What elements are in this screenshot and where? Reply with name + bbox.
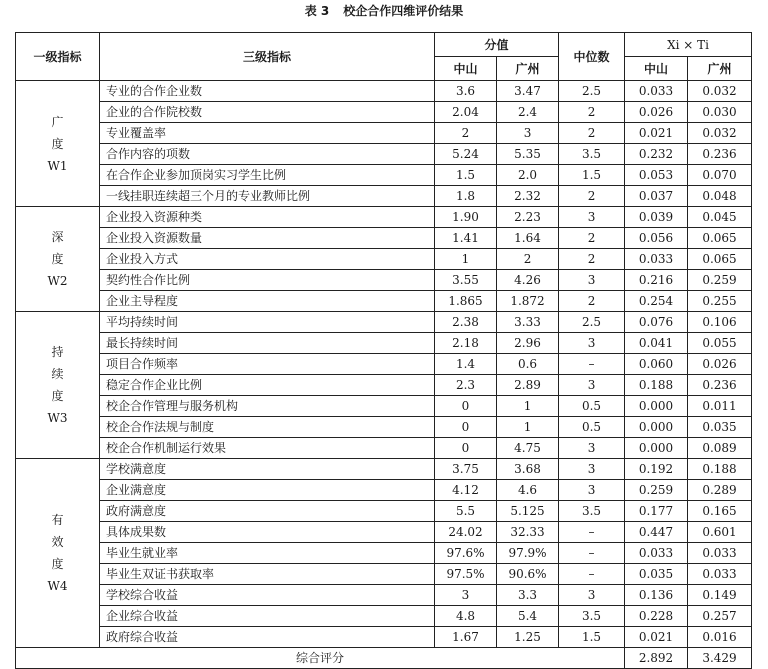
header-xiti-gz: 广州 [688, 57, 752, 81]
header-row-1 [16, 33, 752, 57]
table-row [16, 207, 752, 228]
xiti-zs-cell: 0.216 [625, 270, 688, 291]
score-zs-cell: 5.24 [435, 144, 497, 165]
xiti-zs-cell: 0.228 [625, 606, 688, 627]
table-row [16, 186, 752, 207]
median-cell: – [559, 354, 625, 375]
score-zs-cell: 4.8 [435, 606, 497, 627]
median-cell: 0.5 [559, 417, 625, 438]
indicator-cell: 专业覆盖率 [100, 123, 435, 144]
xiti-gz-cell: 0.032 [688, 123, 752, 144]
table-row [16, 270, 752, 291]
score-zs-cell: 1.4 [435, 354, 497, 375]
xiti-gz-cell: 0.026 [688, 354, 752, 375]
xiti-zs-cell: 0.076 [625, 312, 688, 333]
summary-gz: 3.429 [688, 648, 752, 669]
score-zs-cell: 97.5% [435, 564, 497, 585]
score-zs-cell: 4.12 [435, 480, 497, 501]
xiti-zs-cell: 0.033 [625, 249, 688, 270]
score-zs-cell: 1.41 [435, 228, 497, 249]
indicator-cell: 毕业生双证书获取率 [100, 564, 435, 585]
score-zs-cell: 1.90 [435, 207, 497, 228]
table-row [16, 417, 752, 438]
header-xiti-zs: 中山 [625, 57, 688, 81]
table-row [16, 102, 752, 123]
score-gz-cell: 3.3 [497, 585, 559, 606]
indicator-cell: 校企合作机制运行效果 [100, 438, 435, 459]
indicator-cell: 企业投入资源种类 [100, 207, 435, 228]
score-gz-cell: 4.6 [497, 480, 559, 501]
xiti-gz-cell: 0.259 [688, 270, 752, 291]
score-zs-cell: 2.3 [435, 375, 497, 396]
xiti-zs-cell: 0.177 [625, 501, 688, 522]
indicator-cell: 项目合作频率 [100, 354, 435, 375]
table-body [16, 81, 752, 648]
xiti-gz-cell: 0.016 [688, 627, 752, 648]
table-row [16, 81, 752, 102]
score-zs-cell: 0 [435, 438, 497, 459]
indicator-cell: 学校综合收益 [100, 585, 435, 606]
xiti-gz-cell: 0.033 [688, 564, 752, 585]
xiti-gz-cell: 0.065 [688, 249, 752, 270]
category-cell: 持 续 度 W3 [16, 312, 100, 459]
xiti-zs-cell: 0.000 [625, 396, 688, 417]
median-cell: 2.5 [559, 312, 625, 333]
xiti-zs-cell: 0.039 [625, 207, 688, 228]
xiti-gz-cell: 0.089 [688, 438, 752, 459]
score-gz-cell: 32.33 [497, 522, 559, 543]
xiti-gz-cell: 0.106 [688, 312, 752, 333]
xiti-gz-cell: 0.033 [688, 543, 752, 564]
table-row [16, 354, 752, 375]
score-gz-cell: 2.89 [497, 375, 559, 396]
median-cell: 3.5 [559, 606, 625, 627]
xiti-zs-cell: 0.035 [625, 564, 688, 585]
category-cell: 有 效 度 W4 [16, 459, 100, 648]
indicator-cell: 在合作企业参加顶岗实习学生比例 [100, 165, 435, 186]
score-gz-cell: 1.25 [497, 627, 559, 648]
indicator-cell: 一线挂职连续超三个月的专业教师比例 [100, 186, 435, 207]
table-row [16, 312, 752, 333]
xiti-gz-cell: 0.236 [688, 144, 752, 165]
header-xiti: Xi × Ti [625, 33, 752, 57]
median-cell: 1.5 [559, 165, 625, 186]
table-caption [0, 2, 768, 19]
table-title: 校企合作四维评价结果 [343, 4, 464, 18]
table-number: 表 3 [304, 4, 330, 18]
summary-row [16, 648, 752, 669]
table-row [16, 291, 752, 312]
indicator-cell: 具体成果数 [100, 522, 435, 543]
indicator-cell: 毕业生就业率 [100, 543, 435, 564]
indicator-cell: 企业满意度 [100, 480, 435, 501]
median-cell: 0.5 [559, 396, 625, 417]
median-cell: 2 [559, 102, 625, 123]
header-score-gz: 广州 [497, 57, 559, 81]
median-cell: 2 [559, 291, 625, 312]
score-zs-cell: 1.5 [435, 165, 497, 186]
score-gz-cell: 90.6% [497, 564, 559, 585]
median-cell: 3.5 [559, 144, 625, 165]
score-gz-cell: 97.9% [497, 543, 559, 564]
table-row [16, 396, 752, 417]
median-cell: 2 [559, 249, 625, 270]
score-zs-cell: 5.5 [435, 501, 497, 522]
score-zs-cell: 3.55 [435, 270, 497, 291]
score-gz-cell: 3.68 [497, 459, 559, 480]
median-cell: 2.5 [559, 81, 625, 102]
xiti-zs-cell: 0.000 [625, 417, 688, 438]
score-gz-cell: 1.64 [497, 228, 559, 249]
table-row [16, 459, 752, 480]
header-median: 中位数 [559, 33, 625, 81]
xiti-zs-cell: 0.447 [625, 522, 688, 543]
indicator-cell: 契约性合作比例 [100, 270, 435, 291]
median-cell: 3 [559, 459, 625, 480]
median-cell: 2 [559, 186, 625, 207]
score-zs-cell: 2.38 [435, 312, 497, 333]
table-row [16, 564, 752, 585]
table-row [16, 333, 752, 354]
indicator-cell: 平均持续时间 [100, 312, 435, 333]
xiti-zs-cell: 0.021 [625, 627, 688, 648]
indicator-cell: 企业的合作院校数 [100, 102, 435, 123]
indicator-cell: 校企合作法规与制度 [100, 417, 435, 438]
indicator-cell: 政府满意度 [100, 501, 435, 522]
xiti-zs-cell: 0.136 [625, 585, 688, 606]
header-score: 分值 [435, 33, 559, 57]
xiti-gz-cell: 0.601 [688, 522, 752, 543]
xiti-gz-cell: 0.188 [688, 459, 752, 480]
xiti-zs-cell: 0.037 [625, 186, 688, 207]
xiti-gz-cell: 0.048 [688, 186, 752, 207]
xiti-gz-cell: 0.257 [688, 606, 752, 627]
summary-zs: 2.892 [625, 648, 688, 669]
table-row [16, 501, 752, 522]
score-zs-cell: 3.75 [435, 459, 497, 480]
score-gz-cell: 5.4 [497, 606, 559, 627]
xiti-zs-cell: 0.056 [625, 228, 688, 249]
score-zs-cell: 2.18 [435, 333, 497, 354]
xiti-zs-cell: 0.041 [625, 333, 688, 354]
table-row [16, 606, 752, 627]
xiti-zs-cell: 0.060 [625, 354, 688, 375]
xiti-gz-cell: 0.045 [688, 207, 752, 228]
score-gz-cell: 1.872 [497, 291, 559, 312]
score-zs-cell: 0 [435, 396, 497, 417]
indicator-cell: 校企合作管理与服务机构 [100, 396, 435, 417]
table-row [16, 522, 752, 543]
median-cell: 3 [559, 270, 625, 291]
score-gz-cell: 2.32 [497, 186, 559, 207]
xiti-gz-cell: 0.055 [688, 333, 752, 354]
median-cell: 1.5 [559, 627, 625, 648]
xiti-gz-cell: 0.289 [688, 480, 752, 501]
table-row [16, 480, 752, 501]
score-zs-cell: 1.8 [435, 186, 497, 207]
median-cell: 3 [559, 480, 625, 501]
header-level3: 三级指标 [100, 33, 435, 81]
indicator-cell: 合作内容的项数 [100, 144, 435, 165]
xiti-gz-cell: 0.035 [688, 417, 752, 438]
score-gz-cell: 5.35 [497, 144, 559, 165]
score-gz-cell: 2.4 [497, 102, 559, 123]
table-row [16, 375, 752, 396]
xiti-gz-cell: 0.065 [688, 228, 752, 249]
summary-label: 综合评分 [16, 648, 625, 669]
header-level1: 一级指标 [16, 33, 100, 81]
score-gz-cell: 2.0 [497, 165, 559, 186]
xiti-zs-cell: 0.188 [625, 375, 688, 396]
evaluation-table [15, 32, 752, 669]
xiti-zs-cell: 0.053 [625, 165, 688, 186]
table-row [16, 627, 752, 648]
xiti-gz-cell: 0.149 [688, 585, 752, 606]
score-gz-cell: 2 [497, 249, 559, 270]
xiti-zs-cell: 0.033 [625, 81, 688, 102]
indicator-cell: 政府综合收益 [100, 627, 435, 648]
score-zs-cell: 97.6% [435, 543, 497, 564]
table-row [16, 438, 752, 459]
header-score-zs: 中山 [435, 57, 497, 81]
table-row [16, 228, 752, 249]
category-cell: 广 度 W1 [16, 81, 100, 207]
xiti-zs-cell: 0.026 [625, 102, 688, 123]
xiti-gz-cell: 0.070 [688, 165, 752, 186]
median-cell: 3.5 [559, 501, 625, 522]
score-zs-cell: 1 [435, 249, 497, 270]
score-gz-cell: 4.26 [497, 270, 559, 291]
xiti-zs-cell: 0.259 [625, 480, 688, 501]
score-gz-cell: 5.125 [497, 501, 559, 522]
table-row [16, 165, 752, 186]
table-row [16, 123, 752, 144]
xiti-gz-cell: 0.032 [688, 81, 752, 102]
score-zs-cell: 2 [435, 123, 497, 144]
score-gz-cell: 1 [497, 417, 559, 438]
median-cell: 3 [559, 438, 625, 459]
xiti-gz-cell: 0.255 [688, 291, 752, 312]
table-row [16, 249, 752, 270]
median-cell: 3 [559, 375, 625, 396]
xiti-zs-cell: 0.000 [625, 438, 688, 459]
xiti-zs-cell: 0.254 [625, 291, 688, 312]
indicator-cell: 企业综合收益 [100, 606, 435, 627]
score-gz-cell: 3.47 [497, 81, 559, 102]
score-gz-cell: 2.23 [497, 207, 559, 228]
xiti-gz-cell: 0.165 [688, 501, 752, 522]
score-zs-cell: 1.865 [435, 291, 497, 312]
score-gz-cell: 3.33 [497, 312, 559, 333]
table-row [16, 144, 752, 165]
score-gz-cell: 3 [497, 123, 559, 144]
score-zs-cell: 3 [435, 585, 497, 606]
median-cell: 3 [559, 585, 625, 606]
score-zs-cell: 2.04 [435, 102, 497, 123]
score-zs-cell: 1.67 [435, 627, 497, 648]
score-gz-cell: 0.6 [497, 354, 559, 375]
median-cell: 3 [559, 207, 625, 228]
xiti-zs-cell: 0.192 [625, 459, 688, 480]
category-cell: 深 度 W2 [16, 207, 100, 312]
indicator-cell: 学校满意度 [100, 459, 435, 480]
xiti-zs-cell: 0.232 [625, 144, 688, 165]
xiti-zs-cell: 0.033 [625, 543, 688, 564]
score-zs-cell: 24.02 [435, 522, 497, 543]
table-row [16, 543, 752, 564]
indicator-cell: 稳定合作企业比例 [100, 375, 435, 396]
score-zs-cell: 0 [435, 417, 497, 438]
score-gz-cell: 2.96 [497, 333, 559, 354]
indicator-cell: 企业主导程度 [100, 291, 435, 312]
xiti-gz-cell: 0.030 [688, 102, 752, 123]
median-cell: – [559, 543, 625, 564]
xiti-gz-cell: 0.011 [688, 396, 752, 417]
xiti-gz-cell: 0.236 [688, 375, 752, 396]
indicator-cell: 专业的合作企业数 [100, 81, 435, 102]
median-cell: – [559, 522, 625, 543]
median-cell: – [559, 564, 625, 585]
indicator-cell: 最长持续时间 [100, 333, 435, 354]
xiti-zs-cell: 0.021 [625, 123, 688, 144]
indicator-cell: 企业投入方式 [100, 249, 435, 270]
score-zs-cell: 3.6 [435, 81, 497, 102]
indicator-cell: 企业投入资源数量 [100, 228, 435, 249]
table-row [16, 585, 752, 606]
score-gz-cell: 1 [497, 396, 559, 417]
median-cell: 2 [559, 228, 625, 249]
median-cell: 2 [559, 123, 625, 144]
median-cell: 3 [559, 333, 625, 354]
score-gz-cell: 4.75 [497, 438, 559, 459]
